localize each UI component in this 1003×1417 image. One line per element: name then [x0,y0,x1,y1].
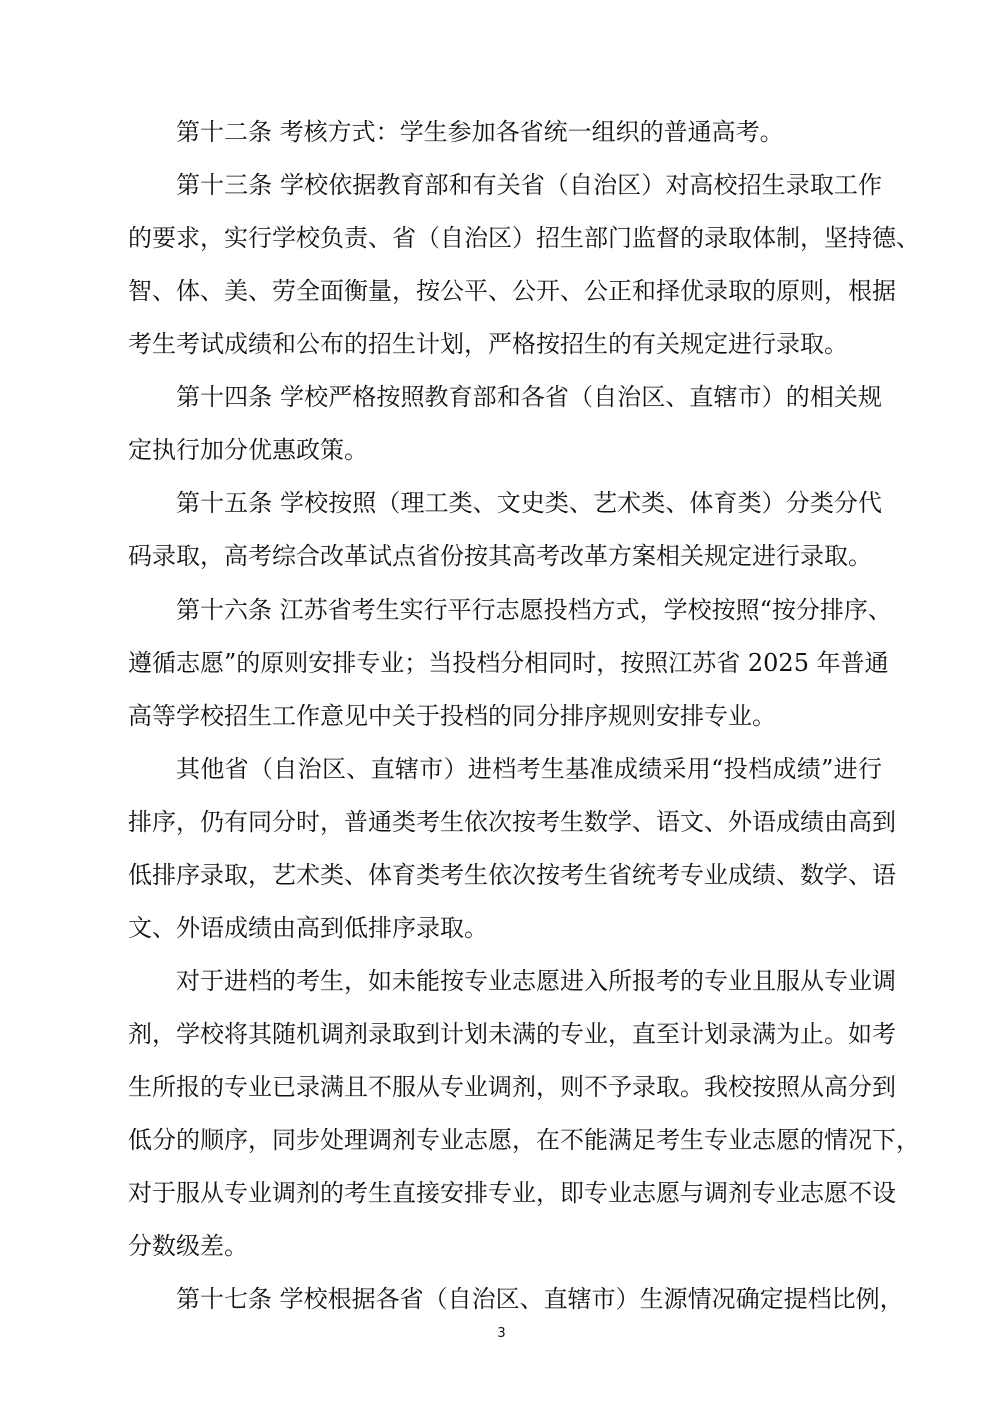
major-adjustment-line-2: 剂，学校将其随机调剂录取到计划未满的专业，直至计划录满为止。如考 [128,1020,896,1048]
other-provinces-line-3: 低排序录取，艺术类、体育类考生依次按考生省统考专业成绩、数学、语 [128,861,896,889]
article-14-line-1: 第十四条 学校严格按照教育部和各省（自治区、直辖市）的相关规 [176,383,882,411]
major-adjustment-line-1: 对于进档的考生，如未能按专业志愿进入所报考的专业且服从专业调 [176,967,896,995]
article-16-line-3: 高等学校招生工作意见中关于投档的同分排序规则安排专业。 [128,702,776,730]
article-16-line-1: 第十六条 江苏省考生实行平行志愿投档方式，学校按照“按分排序、 [176,596,892,624]
page-number: 3 [497,1326,506,1341]
article-15-line-2: 码录取，高考综合改革试点省份按其高考改革方案相关规定进行录取。 [128,542,872,570]
article-16-line-2: 遵循志愿”的原则安排专业；当投档分相同时，按照江苏省 2025 年普通 [128,649,889,677]
article-17-line-1: 第十七条 学校根据各省（自治区、直辖市）生源情况确定提档比例， [176,1285,904,1313]
major-adjustment-line-6: 分数级差。 [128,1232,248,1260]
article-13-line-1: 第十三条 学校依据教育部和有关省（自治区）对高校招生录取工作 [176,171,882,199]
other-provinces-line-1: 其他省（自治区、直辖市）进档考生基准成绩采用“投档成绩”进行 [176,755,882,783]
major-adjustment-line-3: 生所报的专业已录满且不服从专业调剂，则不予录取。我校按照从高分到 [128,1073,896,1101]
major-adjustment-line-4: 低分的顺序，同步处理调剂专业志愿，在不能满足考生专业志愿的情况下， [128,1126,920,1154]
major-adjustment-line-5: 对于服从专业调剂的考生直接安排专业，即专业志愿与调剂专业志愿不设 [128,1179,896,1207]
article-12-line-1: 第十二条 考核方式：学生参加各省统一组织的普通高考。 [176,118,784,146]
article-14-line-2: 定执行加分优惠政策。 [128,436,368,464]
other-provinces-line-2: 排序，仍有同分时，普通类考生依次按考生数学、语文、外语成绩由高到 [128,808,896,836]
other-provinces-line-4: 文、外语成绩由高到低排序录取。 [128,914,488,942]
article-15-line-1: 第十五条 学校按照（理工类、文史类、艺术类、体育类）分类分代 [176,489,882,517]
article-13-line-4: 考生考试成绩和公布的招生计划，严格按招生的有关规定进行录取。 [128,330,848,358]
article-13-line-2: 的要求，实行学校负责、省（自治区）招生部门监督的录取体制，坚持德、 [128,224,920,252]
article-13-line-3: 智、体、美、劳全面衡量，按公平、公开、公正和择优录取的原则，根据 [128,277,896,305]
